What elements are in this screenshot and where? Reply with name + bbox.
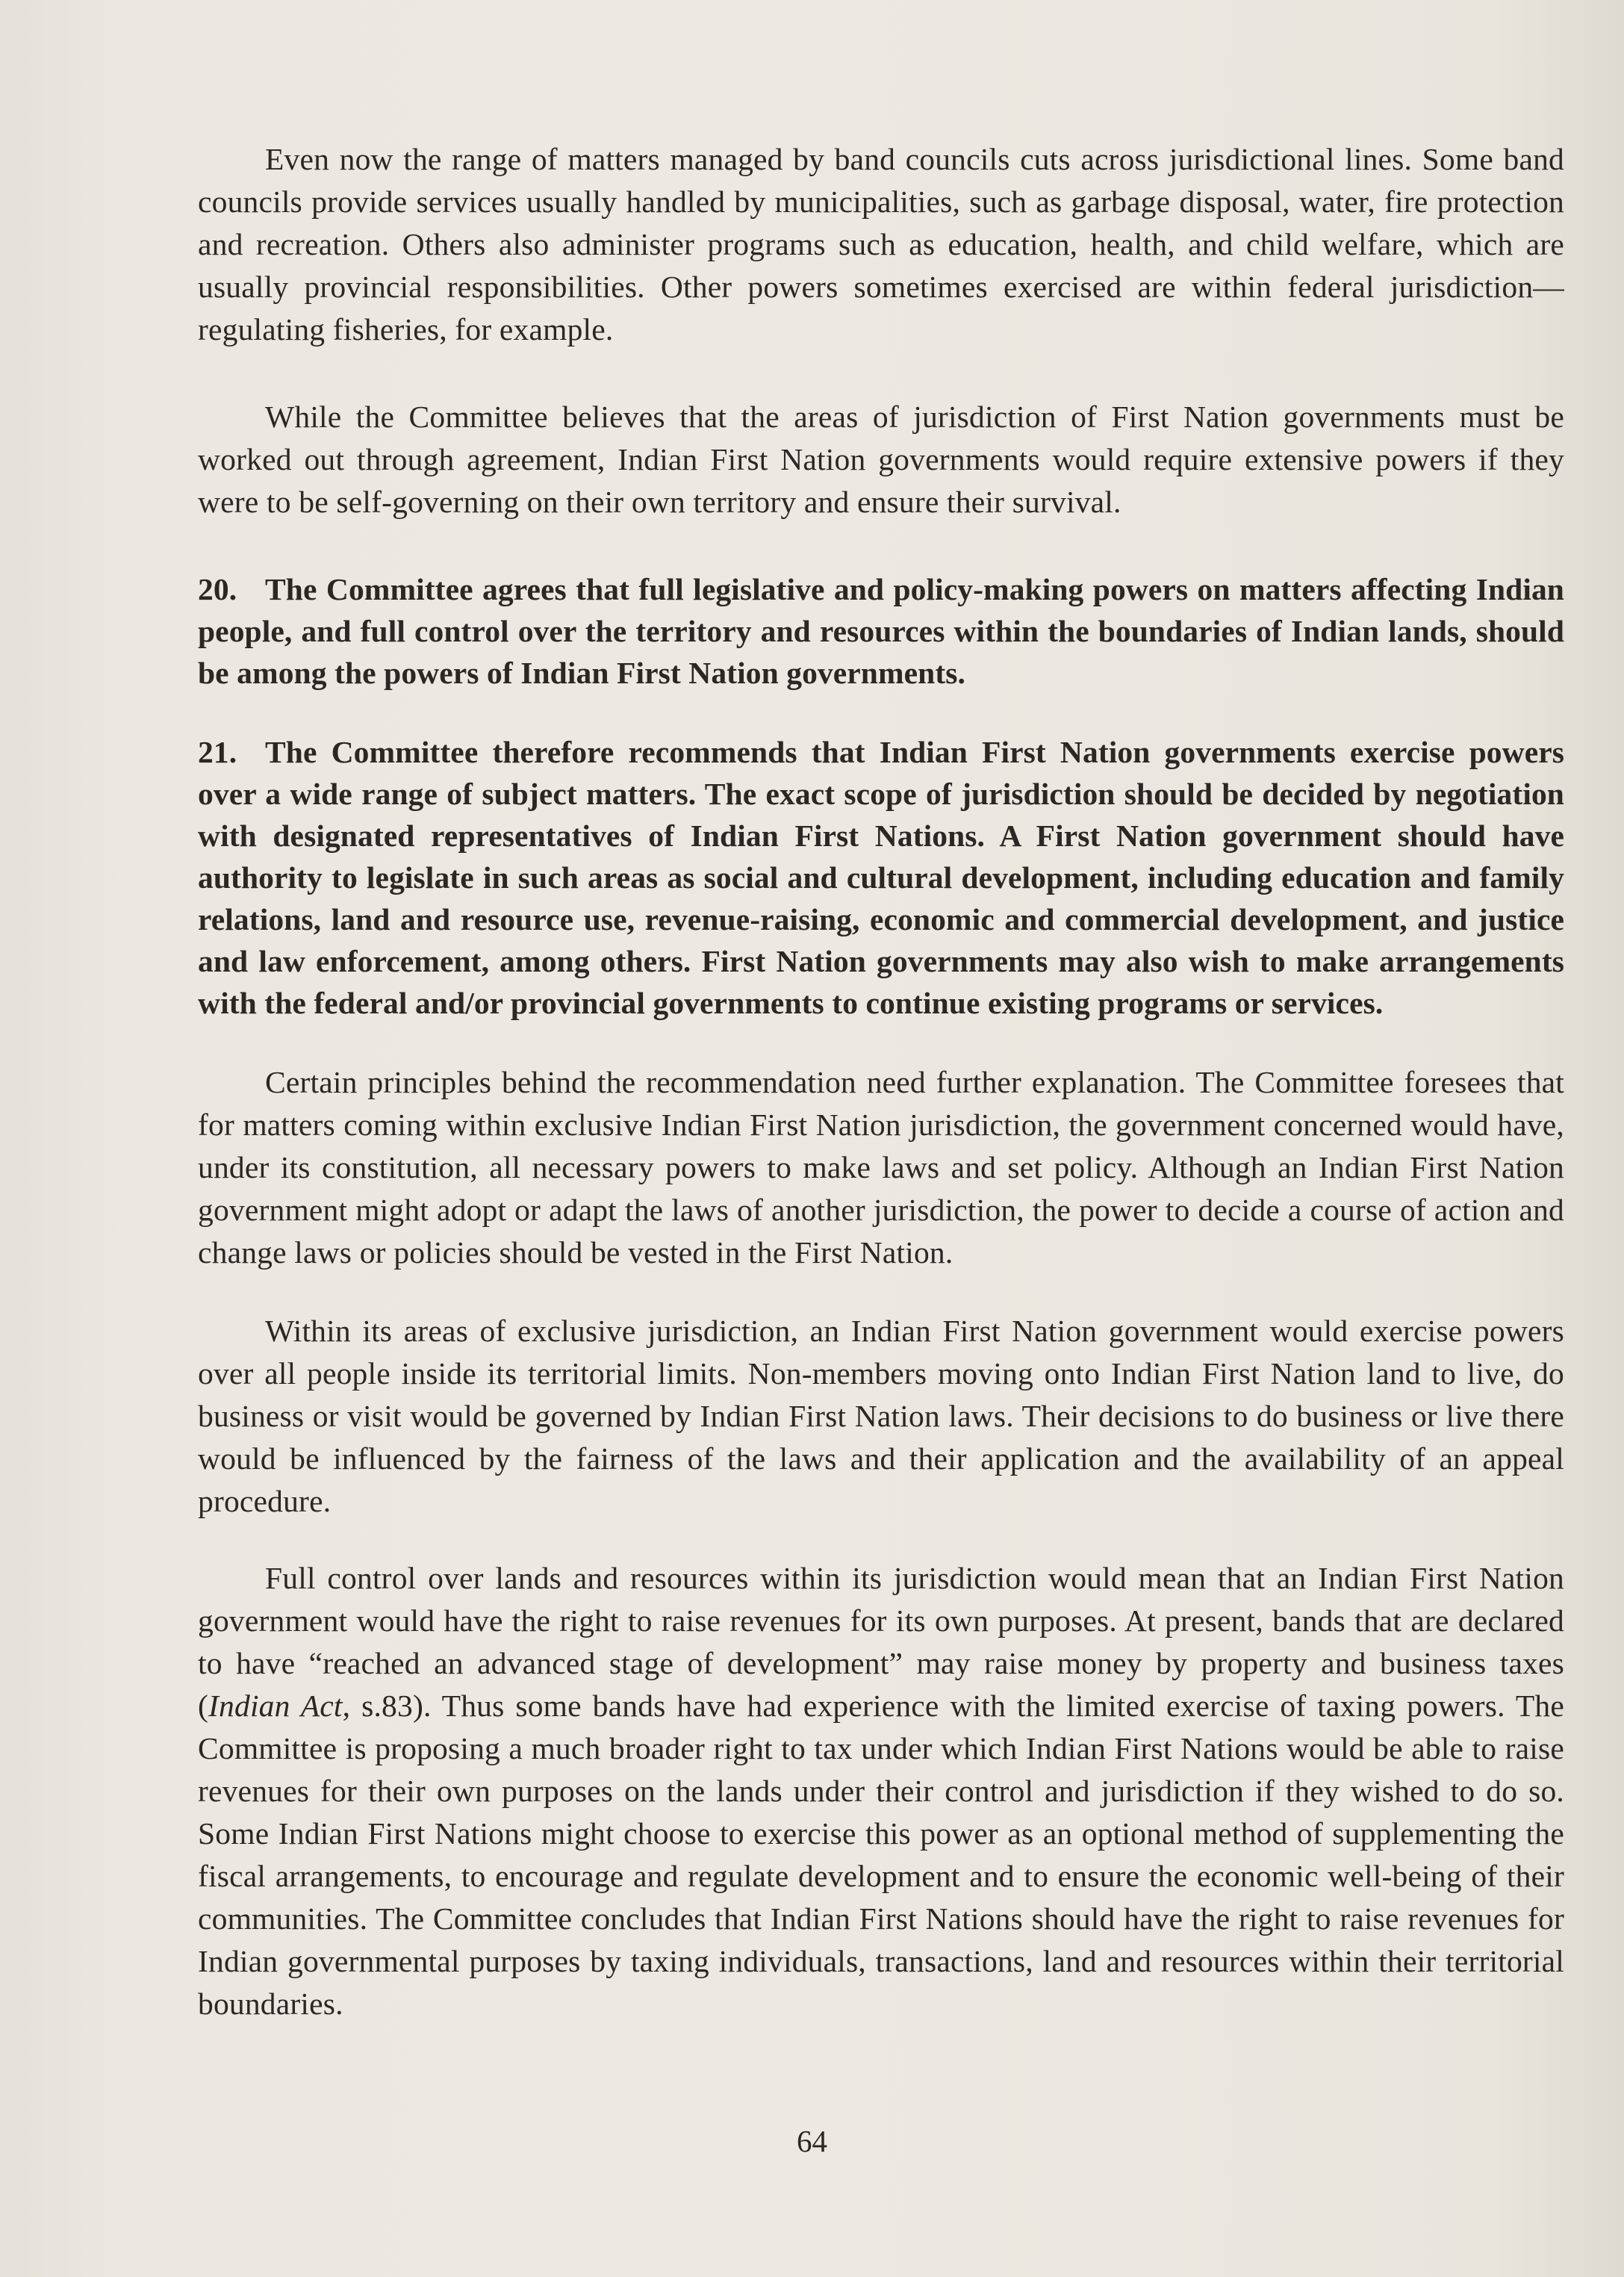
page-content [198, 138, 1564, 2070]
recommendation-21-text: The Committee therefore recommends that Indian First Nation governments exercise powers over a wide range of subject matters. The exact scope of jurisdiction should be decided by negotiation with designated representatives of Indian First Nations. A First Nation government should have authority to legislate in such areas as social and cultural development, including education and family relations, land and resource use, revenue-raising, economic and commercial development, and justice and law enforcement, among others. First Nation governments may also wish to make arrangements with the federal and/or provincial governments to continue existing programs or services. [198, 735, 1564, 1020]
recommendation-21-number: 21. [198, 735, 237, 769]
paragraph-committee-believes: While the Committee believes that the areas of jurisdiction of First Nation governments must be worked out through agreement, Indian First Nation governments would require extensive powers if they were to be self-governing on their own territory and ensure their survival. [198, 400, 1564, 519]
recommendation-20-text: The Committee agrees that full legislative and policy-making powers on matters affecting Indian people, and full control over the territory and resources within the boundaries of Indian lands, should be among the powers of Indian First Nation governments. [198, 572, 1564, 690]
paragraph-certain-principles: Certain principles behind the recommendation need further explanation. The Committee foresees that for matters coming within exclusive Indian First Nation jurisdiction, the government concerned would have, under its constitution, all necessary powers to make laws and set policy. Although an Indian First Nation government might adopt or adapt the laws of another jurisdiction, the power to decide a course of action and change laws or policies should be vested in the First Nation. [198, 1065, 1564, 1270]
recommendation-20 [198, 568, 1564, 694]
paragraph-full-control [198, 1557, 1564, 2025]
paragraph-full-control-part2: , s.83). Thus some bands have had experience with the limited exercise of taxing powers. The Committee is proposing a much broader right to tax under which Indian First Nations would be able to raise revenues for their own purposes on the lands under their control and jurisdiction if they wished to do so. Some Indian First Nations might choose to exercise this power as an optional method of supplementing the fiscal arrangements, to encourage and regulate development and to ensure the economic well-being of their communities. The Committee concludes that Indian First Nations should have the right to raise revenues for Indian governmental purposes by taxing individuals, transactions, land and resources within their territorial boundaries. [198, 1689, 1565, 2021]
page-number: 64 [797, 2124, 827, 2158]
paragraph-exclusive-jurisdiction: Within its areas of exclusive jurisdiction, an Indian First Nation government would exercise powers over all people inside its territorial limits. Non-members moving onto Indian First Nation land to live, do business or visit would be governed by Indian First Nation laws. Their decisions to do business or live there would be influenced by the fairness of the laws and their application and the availability of an appeal procedure. [198, 1314, 1564, 1518]
paragraph-band-councils: Even now the range of matters managed by band councils cuts across jurisdictional lines. Some band councils provide services usually handled by municipalities, such as garbage disposal, water, fire protection and recreation. Others also administer programs such as education, health, and child welfare, which are usually provincial responsibilities. Other powers sometimes exercised are within federal jurisdiction—regulating fisheries, for example. [198, 142, 1564, 347]
recommendation-21 [198, 731, 1564, 1024]
paragraph-full-control-part1: Full control over lands and resources within its jurisdiction would mean that an Indian First Nation government would have the right to raise revenues for its own purposes. At present, bands that are declared to have “reached an advanced stage of development” may raise money by property and business taxes ( [198, 1561, 1564, 1723]
indian-act-citation: Indian Act [208, 1689, 343, 1723]
recommendation-20-number: 20. [198, 572, 237, 606]
